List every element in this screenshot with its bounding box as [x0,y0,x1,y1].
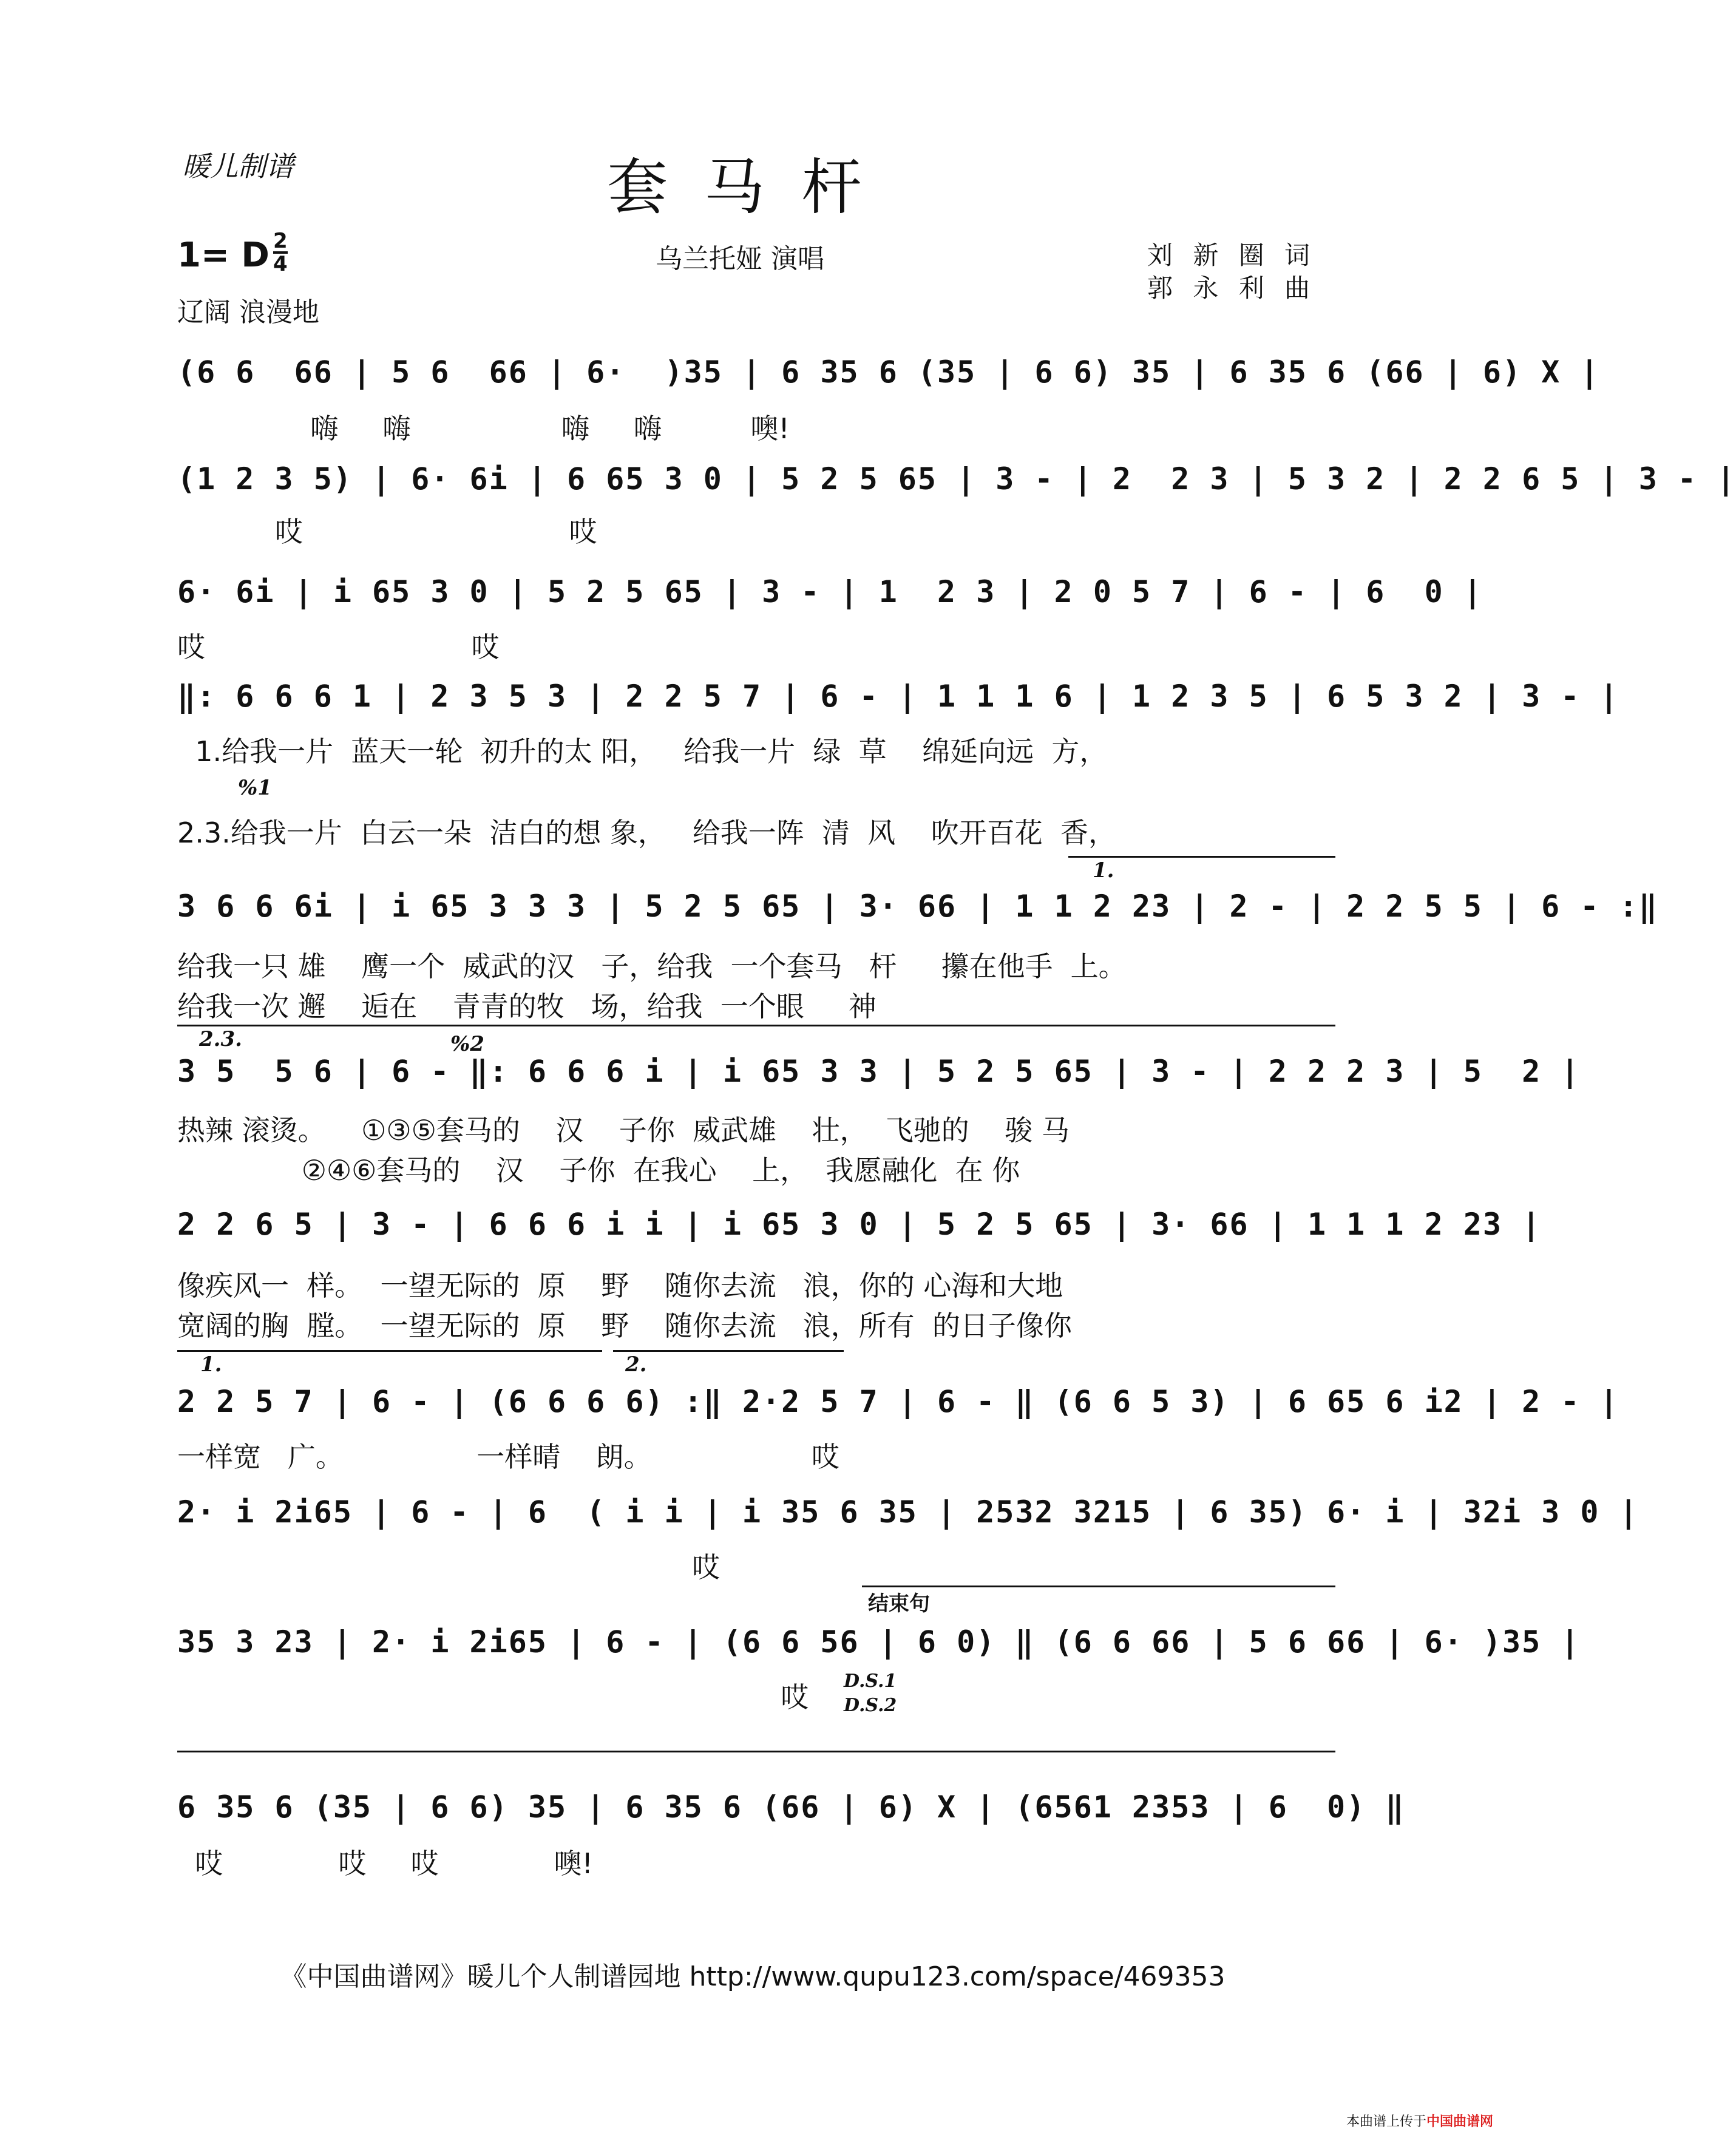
volta-1-label: 1. [200,1352,222,1377]
volta-bracket [177,1350,602,1352]
volta-bracket [613,1350,844,1352]
notation-line: (1 2 3 5) | 6· 6i | 6 65 3 0 | 5 2 5 65 | 3 - | 2 2 3 | 5 3 2 | 2 2 6 5 | 3 - | [177,461,1736,497]
lyric-line: 2.3.给我一片 白云一朵 洁白的想 象， 给我一阵 清 风 吹开百花 香， [177,816,1116,849]
lyricist-credit: 刘 新 圈 词 [1147,240,1317,270]
lyric-line: 一样宽 广。 一样晴 朗。 哎 [177,1440,839,1473]
coda-ending-label: 结束句 [868,1592,930,1616]
lyric-line: 给我一次 邂 逅在 青青的牧 场，给我 一个眼 神 [177,990,876,1023]
singer-credit: 乌兰托娅 演唱 [656,243,824,274]
key-signature: 1= D [177,236,270,275]
notation-line: 2 2 5 7 | 6 - | (6 6 6 6) :‖ 2·2 5 7 | 6 - ‖ (6 6 5 3) | 6 65 6 i2 | 2 - | [177,1384,1619,1419]
lyric-line: 哎 哎 [177,515,597,548]
song-title: 套马杆 [607,152,898,223]
lyric-line: 哎 哎 哎 噢! [177,1847,593,1880]
notation-line: 3 5 5 6 | 6 - ‖: 6 6 6 i | i 65 3 3 | 5 2 5 65 | 3 - | 2 2 2 3 | 5 2 | [177,1054,1581,1089]
volta-1-label: 1. [1093,858,1114,883]
coda-bracket [862,1586,1335,1587]
time-numerator: 2 [273,229,288,253]
notation-line: ‖: 6 6 6 1 | 2 3 5 3 | 2 2 5 7 | 6 - | 1 1 1 6 | 1 2 3 5 | 6 5 3 2 | 3 - | [177,679,1619,714]
section-rule [177,1751,1335,1752]
ds2-mark: D.S.2 [844,1695,897,1716]
section-rule [177,1025,1335,1026]
upload-prefix: 本曲谱上传于 [1346,2114,1426,2129]
segno-1-mark: %1 [238,776,272,800]
notation-line: 2 2 6 5 | 3 - | 6 6 6 i i | i 65 3 0 | 5 2 5 65 | 3· 66 | 1 1 1 2 23 | [177,1207,1542,1242]
time-signature [273,231,288,274]
lyric-line: 哎 哎 [177,631,500,663]
lyric-line: 哎 [177,1551,721,1584]
lyric-line: 像疾风一 样。 一望无际的 原 野 随你去流 浪，你的 心海和大地 [177,1269,1063,1302]
volta-bracket [1068,856,1335,858]
volta-2-label: 2. [625,1352,647,1377]
notation-line: 3 6 6 6i | i 65 3 3 3 | 5 2 5 65 | 3· 66 | 1 1 2 23 | 2 - | 2 2 5 5 | 6 - :‖ [177,889,1658,924]
lyric-line: 给我一只 雄 鹰一个 威武的汉 子，给我 一个套马 杆 攥在他手 上。 [177,950,1127,983]
composer-credit: 郭 永 利 曲 [1147,273,1317,303]
volta-2-3-label: 2.3. [199,1027,242,1051]
upload-note [1346,2111,1493,2130]
notation-line: 35 3 23 | 2· i 2i65 | 6 - | (6 6 56 | 6 0) ‖ (6 6 66 | 5 6 66 | 6· )35 | [177,1624,1581,1660]
lyric-line: 热辣 滚烫。 ①③⑤套马的 汉 子你 威武雄 壮， 飞驰的 骏 马 [177,1114,1070,1147]
lyric-line: 宽阔的胸 膛。 一望无际的 原 野 随你去流 浪，所有 的日子像你 [177,1309,1072,1342]
maker-label: 暖儿制谱 [182,150,294,183]
footer-source: 《中国曲谱网》暖儿个人制谱园地 http://www.qupu123.com/space/469353 [280,1961,1226,1992]
time-denominator: 4 [273,252,288,276]
notation-line: 6· 6i | i 65 3 0 | 5 2 5 65 | 3 - | 1 2 3 | 2 0 5 7 | 6 - | 6 0 | [177,574,1483,609]
lyric-line: 1.给我一片 蓝天一轮 初升的太 阳， 给我一片 绿 草 绵延向远 方， [177,735,1108,768]
lyric-line: ②④⑥套马的 汉 子你 在我心 上， 我愿融化 在 你 [177,1154,1020,1187]
ds1-mark: D.S.1 [844,1670,897,1692]
tempo-marking: 辽阔 浪漫地 [177,297,319,328]
lyric-line: 哎 [177,1681,809,1714]
notation-line: (6 6 66 | 5 6 66 | 6· )35 | 6 35 6 (35 | 6 6) 35 | 6 35 6 (66 | 6) X | [177,354,1600,390]
brand-logo-text: 中国曲谱网 [1426,2114,1493,2129]
segno-2-mark: %2 [450,1032,484,1056]
notation-line: 2· i 2i65 | 6 - | 6 ( i i | i 35 6 35 | 2532 3215 | 6 35) 6· i | 32i 3 0 | [177,1494,1639,1530]
lyric-line: 嗨 嗨 嗨 嗨 噢! [177,412,790,445]
notation-line: 6 35 6 (35 | 6 6) 35 | 6 35 6 (66 | 6) X | (6561 2353 | 6 0) ‖ [177,1789,1405,1825]
